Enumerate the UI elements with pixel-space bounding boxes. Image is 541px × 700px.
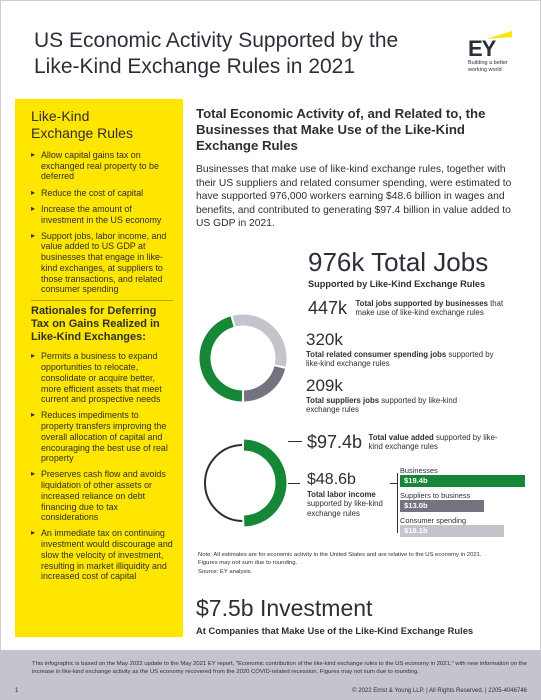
jobs-businesses-desc-bold: Total jobs supported by businesses bbox=[355, 298, 488, 308]
total-jobs-headline: 976k Total Jobs bbox=[308, 247, 489, 277]
bullet-icon: ▸ bbox=[31, 410, 36, 420]
investment-subtitle: At Companies that Make Use of the Like-Kind Exchange Rules bbox=[196, 625, 474, 636]
bar-businesses: $19.4b bbox=[400, 475, 525, 487]
ey-logo-mark bbox=[468, 30, 530, 61]
value-added-donut-chart bbox=[198, 438, 288, 528]
labor-income-desc-bold: Total labor income bbox=[307, 490, 376, 499]
value-added-donut-arcs bbox=[205, 445, 281, 521]
ey-tagline-2: working world bbox=[468, 66, 502, 73]
value-added-connector-line bbox=[288, 441, 302, 442]
jobs-suppliers-desc bbox=[306, 396, 476, 415]
bullet-icon: ▸ bbox=[31, 528, 36, 538]
bars-bracket-line bbox=[397, 473, 398, 533]
jobs-consumer-value: 320k bbox=[306, 330, 343, 349]
jobs-suppliers-stat bbox=[306, 376, 476, 415]
bar-suppliers: $13.0b bbox=[400, 500, 484, 512]
jobs-suppliers-desc-rest: supported by like-kind exchange rules bbox=[306, 396, 458, 415]
labor-income-bars bbox=[400, 466, 525, 541]
jobs-businesses-desc-rest: that make use of like-kind exchange rules bbox=[355, 298, 504, 317]
donut-segment-suppliers bbox=[244, 367, 280, 396]
bullet-icon: ▸ bbox=[31, 230, 36, 240]
sidebar-divider bbox=[31, 300, 173, 301]
sidebar-panel bbox=[15, 99, 183, 637]
ey-logo-letters: EY bbox=[468, 36, 496, 61]
donut-segment-labor-income bbox=[244, 445, 281, 521]
sidebar-heading-line-1: Like-Kind bbox=[31, 108, 90, 124]
note-line-1: Note: All estimates are for economic activity in the United States and are relative to the US economy in 2021. bbox=[198, 552, 482, 558]
value-added-desc bbox=[369, 433, 499, 452]
jobs-consumer-desc-rest: supported by like-kind exchange rules bbox=[306, 350, 494, 369]
jobs-consumer-desc bbox=[306, 350, 506, 369]
benefit-item bbox=[31, 150, 173, 182]
rationale-text: An immediate tax on continuing investment would discourage and slow the velocity of investment, resulting in market illiquidity and increased cost of capital bbox=[41, 528, 173, 582]
bullet-icon: ▸ bbox=[31, 150, 36, 159]
source-line: Source: EY analysis. bbox=[198, 568, 253, 575]
jobs-suppliers-desc-bold: Total suppliers jobs bbox=[306, 396, 380, 405]
main-heading: Total Economic Activity of, and Related to, the Businesses that Make Use of the Like-Kind Exchange Rules bbox=[196, 106, 486, 153]
rationale-text: Preserves cash flow and avoids liquidation of other assets or increased reliance on debt financing due to tax considerations bbox=[41, 469, 166, 523]
sidebar-heading-line-2: Exchange Rules bbox=[31, 125, 133, 141]
donut-segment-businesses bbox=[205, 322, 242, 396]
jobs-businesses-stat bbox=[308, 298, 523, 318]
labor-income-desc bbox=[307, 490, 392, 518]
benefit-text: Allow capital gains tax on exchanged real property to be deferred bbox=[41, 150, 159, 182]
ey-logo bbox=[468, 30, 530, 73]
bar-row-consumer bbox=[400, 516, 525, 537]
bullet-icon: ▸ bbox=[31, 187, 36, 197]
notes bbox=[198, 551, 523, 576]
rationale-text: Reduces impediments to property transfers improving the overall allocation of capital and encouraging the best use of real property bbox=[41, 410, 168, 464]
rationale-item bbox=[31, 410, 173, 464]
rationales-list bbox=[31, 351, 173, 582]
rationale-item bbox=[31, 469, 173, 523]
value-added-desc-bold: Total value added bbox=[368, 432, 434, 442]
benefit-text: Reduce the cost of capital bbox=[41, 187, 144, 198]
footer-text: This infographic is based on the May 2022 update to the May 2021 EY report, "Economic contribution of the like-kind exchange rules to the US economy in 2021," with new information on the increase in like-kind exchange activity as the US economy recovered from the 2020 COVID-related recession. Figures may not sum due to rounding. bbox=[32, 661, 527, 675]
benefit-text: Increase the amount of investment in the US economy bbox=[41, 203, 162, 225]
rationale-text: Permits a business to expand opportunities to relocate, consolidate or acquire better, more efficient assets that meet current and prospective needs bbox=[41, 351, 162, 405]
labor-income-value: $48.6b bbox=[307, 471, 356, 488]
title-line-2: Like-Kind Exchange Rules in 2021 bbox=[34, 55, 356, 78]
value-added-stat bbox=[307, 432, 527, 452]
donut-segment-remaining bbox=[205, 445, 242, 521]
jobs-businesses-value: 447k bbox=[308, 298, 348, 318]
intro-paragraph: Businesses that make use of like-kind exchange rules, together with their US suppliers and related consumer spending, were estimated to have supported 976,000 workers earning $48.6 billion in wages and benefits, and contributed to generating $97.4 billion in value added to US GDP in 2021. bbox=[196, 164, 512, 230]
bar-label-suppliers: Suppliers to business bbox=[400, 491, 471, 500]
rationale-item bbox=[31, 351, 173, 405]
jobs-consumer-stat bbox=[306, 330, 506, 369]
benefit-text: Support jobs, labor income, and value added to US GDP at businesses that engage in like-kind exchanges, at suppliers to those transactions, and related consumer spending bbox=[41, 230, 167, 295]
investment-headline: $7.5b Investment bbox=[196, 595, 373, 621]
note-line-2: Figures may not sum due to rounding. bbox=[198, 560, 298, 567]
labor-connector-line bbox=[288, 483, 300, 484]
ey-tagline-1: Building a better bbox=[468, 60, 508, 66]
title-line-1: US Economic Activity Supported by the bbox=[34, 29, 399, 52]
bullet-icon: ▸ bbox=[31, 203, 36, 213]
bar-label-businesses: Businesses bbox=[400, 466, 438, 475]
jobs-donut-chart bbox=[198, 313, 288, 403]
ey-logo-tagline bbox=[468, 60, 530, 73]
labor-income-stat bbox=[307, 470, 392, 518]
jobs-suppliers-value: 209k bbox=[306, 376, 343, 395]
bar-row-suppliers bbox=[400, 491, 525, 512]
page-title bbox=[34, 28, 434, 80]
value-added-desc-rest: supported by like-kind exchange rules bbox=[368, 432, 498, 451]
bar-row-businesses bbox=[400, 466, 525, 487]
donut-segment-consumer bbox=[234, 320, 281, 366]
rationale-heading: Rationales for Deferring Tax on Gains Realized in Like-Kind Exchanges: bbox=[31, 305, 160, 344]
bullet-icon: ▸ bbox=[31, 469, 36, 479]
sidebar-heading bbox=[31, 108, 173, 142]
benefit-item bbox=[31, 231, 173, 295]
bullet-icon: ▸ bbox=[31, 351, 36, 361]
jobs-consumer-desc-bold: Total related consumer spending jobs bbox=[306, 350, 447, 359]
rationale-item bbox=[31, 528, 173, 582]
benefits-list bbox=[31, 150, 173, 295]
value-added-value: $97.4b bbox=[307, 432, 363, 452]
footer bbox=[0, 650, 541, 700]
bar-consumer: $16.1b bbox=[400, 525, 504, 537]
labor-income-desc-rest: supported by like-kind exchange rules bbox=[307, 499, 383, 518]
jobs-businesses-desc bbox=[356, 299, 516, 318]
copyright: © 2022 Ernst & Young LLP. | All Rights Reserved. | 2205-4046746 bbox=[352, 688, 527, 694]
benefit-item bbox=[31, 188, 173, 199]
bar-label-consumer: Consumer spending bbox=[400, 516, 467, 525]
benefit-item bbox=[31, 204, 173, 225]
page-number: 1 bbox=[15, 688, 19, 694]
jobs-donut-arcs bbox=[205, 320, 281, 396]
total-jobs-subtitle: Supported by Like-Kind Exchange Rules bbox=[308, 279, 486, 289]
